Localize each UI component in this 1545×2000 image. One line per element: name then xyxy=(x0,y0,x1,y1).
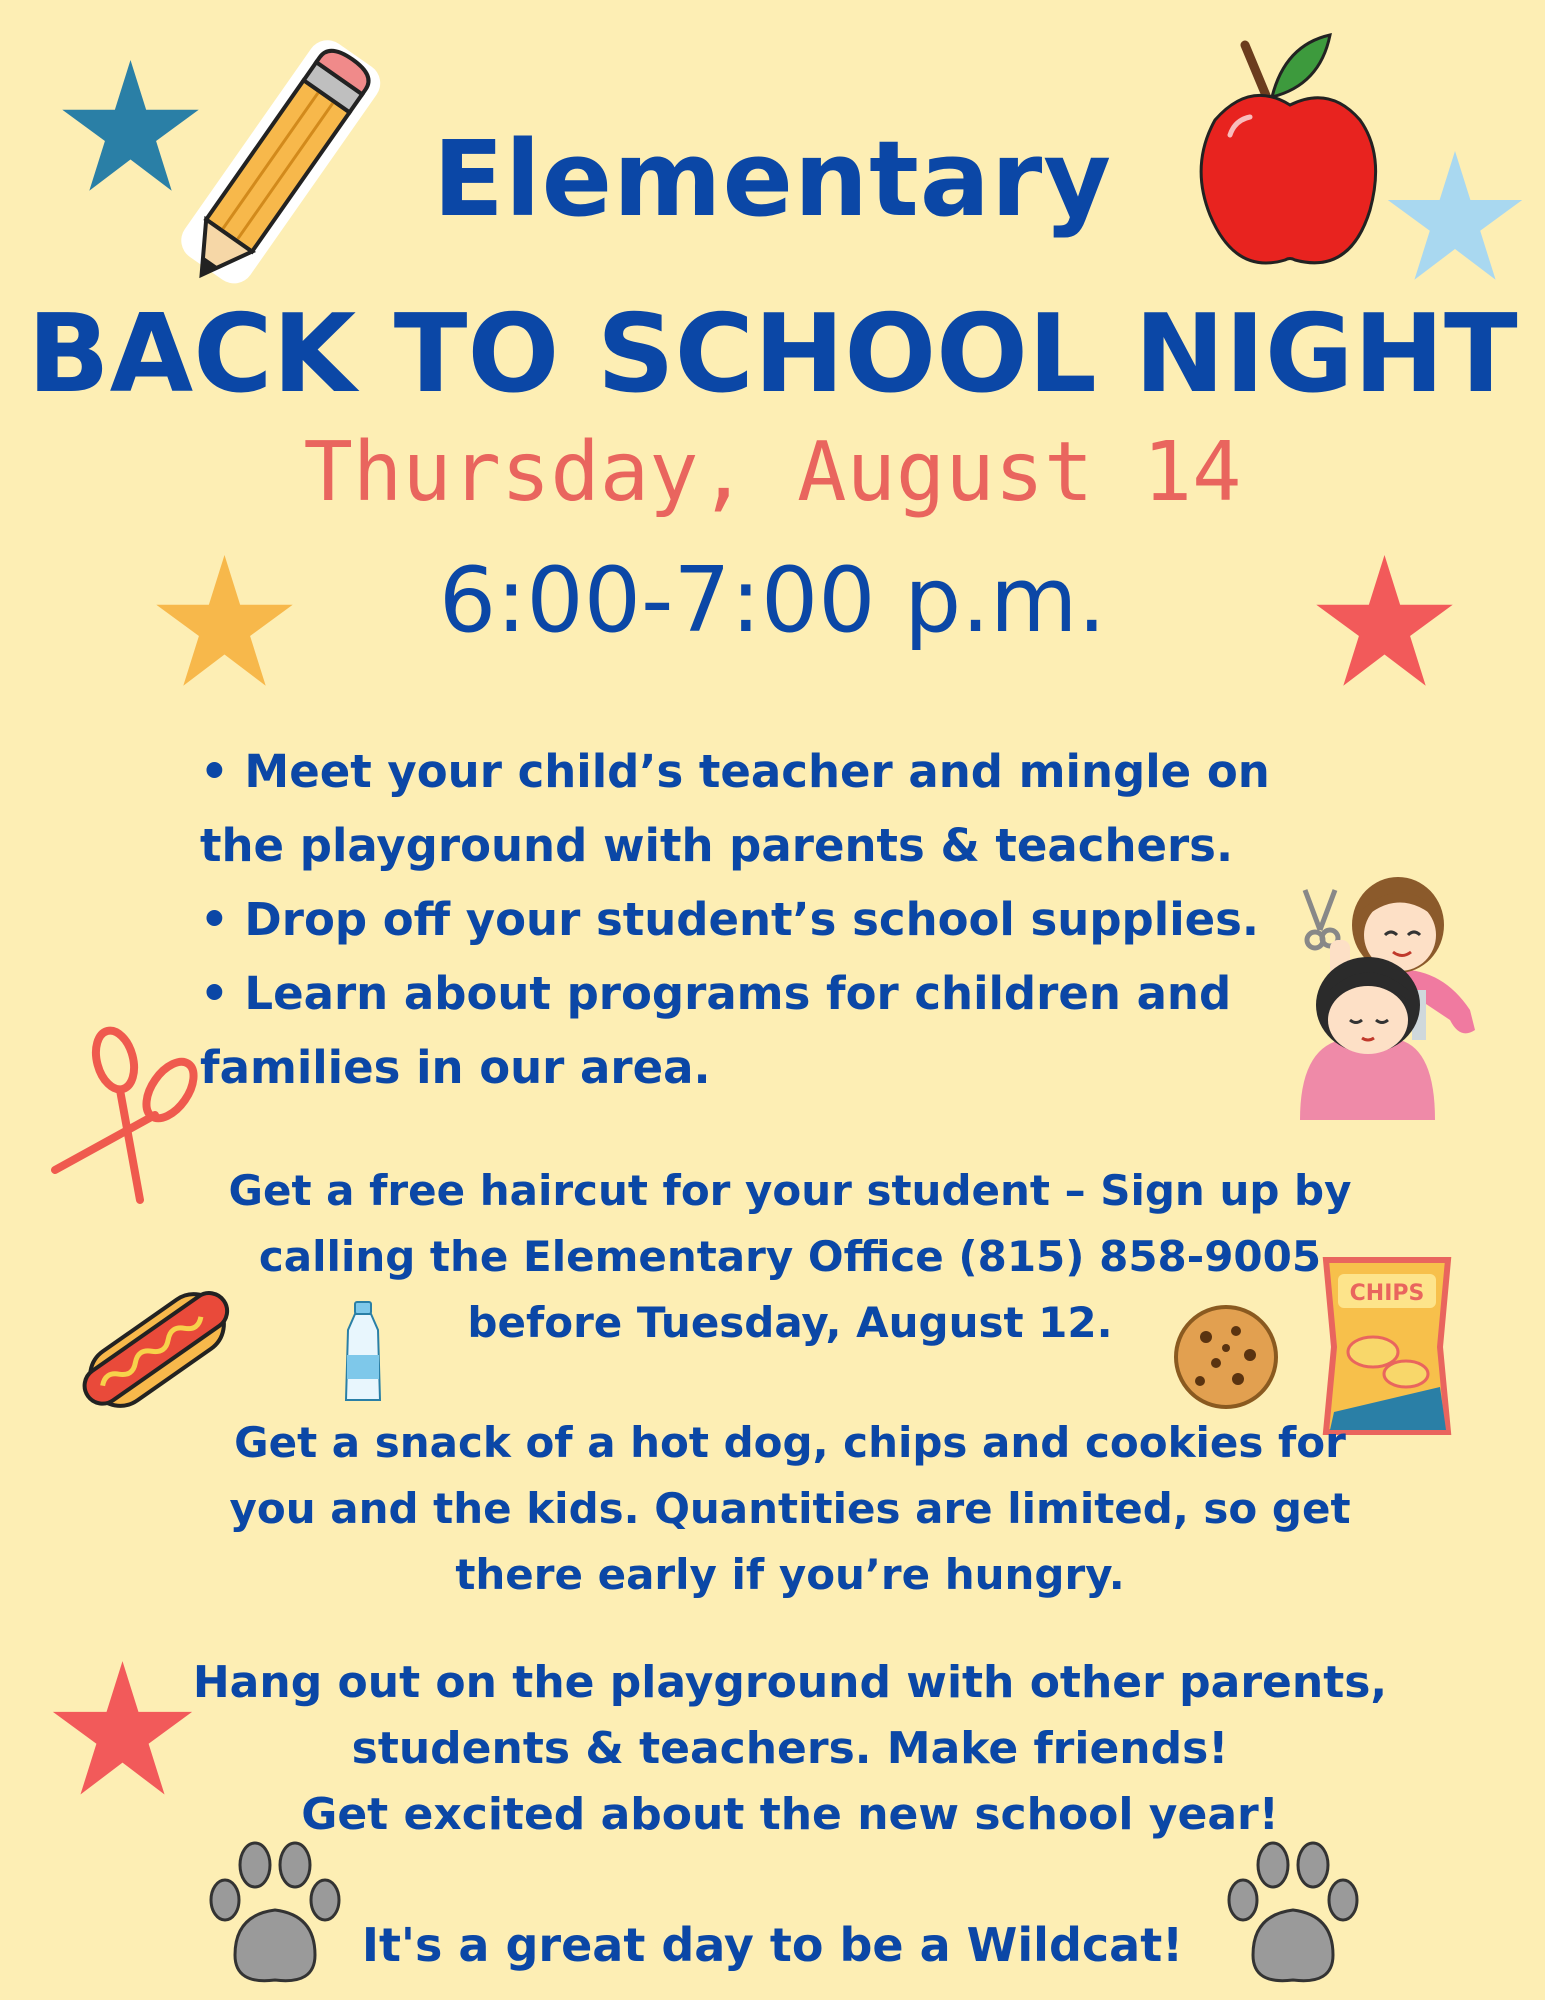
hangout-line: students & teachers. Make friends! xyxy=(351,1723,1229,1774)
title-line-1: Elementary xyxy=(432,118,1113,240)
haircut-paragraph xyxy=(180,1158,1400,1356)
haircut-line: calling the Elementary Office (815) 858-9005 xyxy=(258,1232,1322,1281)
snack-paragraph xyxy=(180,1410,1400,1608)
snack-line: there early if you’re hungry. xyxy=(455,1550,1125,1599)
event-date: Thursday, August 14 xyxy=(303,425,1242,520)
scissors-icon xyxy=(45,1020,200,1205)
title-line-2: BACK TO SCHOOL NIGHT xyxy=(27,292,1518,417)
star-icon-red-left xyxy=(50,1660,195,1800)
list-item: • Learn about programs for children and xyxy=(200,967,1232,1020)
activities-list xyxy=(200,735,1320,1105)
footer-tagline: It's a great day to be a Wildcat! xyxy=(361,1918,1184,1972)
chips-label: CHIPS xyxy=(1349,1281,1425,1306)
haircut-line: before Tuesday, August 12. xyxy=(467,1298,1113,1347)
list-item: • Drop off your student’s school supplies. xyxy=(200,893,1260,946)
hangout-paragraph xyxy=(180,1650,1400,1848)
haircut-line: Get a free haircut for your student – Sign up by xyxy=(228,1166,1352,1215)
hangout-line: Hang out on the playground with other parents, xyxy=(192,1657,1388,1708)
event-time: 6:00-7:00 p.m. xyxy=(438,548,1107,653)
list-item: the playground with parents & teachers. xyxy=(200,819,1234,872)
list-item: families in our area. xyxy=(200,1041,711,1094)
hangout-line: Get excited about the new school year! xyxy=(301,1789,1279,1840)
list-item: • Meet your child’s teacher and mingle on xyxy=(200,745,1270,798)
snack-line: you and the kids. Quantities are limited, so get xyxy=(229,1484,1351,1533)
snack-line: Get a snack of a hot dog, chips and cookies for xyxy=(234,1418,1346,1467)
